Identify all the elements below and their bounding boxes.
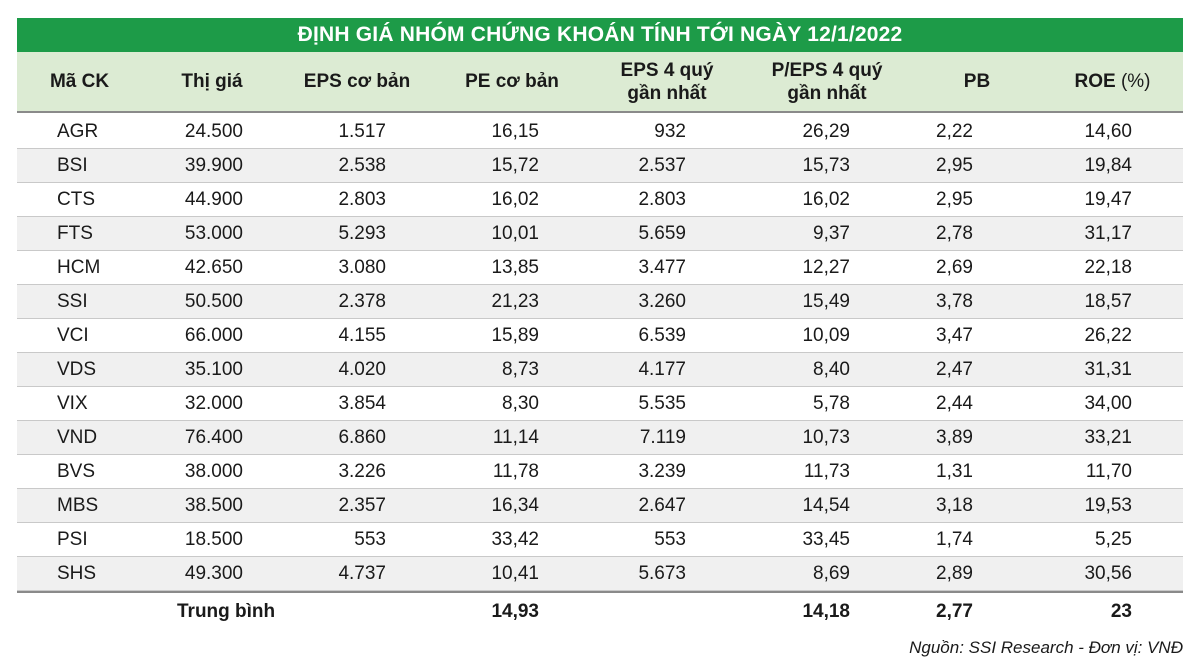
- cell-roe: 18,57: [1084, 291, 1132, 312]
- cell-eps: 5.293: [338, 223, 386, 244]
- cell-eps-4q: 3.239: [638, 461, 686, 482]
- cell-code: FTS: [57, 223, 93, 244]
- cell-roe: 22,18: [1084, 257, 1132, 278]
- header-roe-unit: (%): [1120, 71, 1151, 92]
- cell-price: 38.000: [184, 461, 243, 482]
- table-row: [17, 115, 1183, 149]
- cell-pb: 1,74: [936, 529, 973, 550]
- cell-peps-4q: 16,02: [802, 189, 850, 210]
- cell-pe: 8,73: [502, 359, 539, 380]
- cell-eps-4q: 3.477: [638, 257, 686, 278]
- cell-code: AGR: [57, 121, 99, 142]
- cell-code: BVS: [57, 461, 96, 482]
- cell-eps: 2.803: [338, 189, 386, 210]
- header-eps-4q: EPS 4 quý gần nhất: [620, 59, 714, 104]
- table-row: [17, 523, 1183, 557]
- header-eps: EPS cơ bản: [303, 71, 411, 92]
- cell-code: PSI: [57, 529, 88, 550]
- table-row: [17, 557, 1183, 591]
- cell-peps-4q: 15,49: [802, 291, 850, 312]
- cell-code: VDS: [57, 359, 97, 380]
- cell-price: 24.500: [184, 121, 243, 142]
- cell-pe: 10,01: [491, 223, 539, 244]
- cell-price: 66.000: [184, 325, 243, 346]
- header-roe-label: ROE: [1074, 71, 1116, 92]
- cell-pb: 2,89: [936, 563, 973, 584]
- header-code: Mã CK: [49, 71, 110, 92]
- cell-pe: 11,14: [492, 427, 539, 448]
- cell-price: 53.000: [184, 223, 243, 244]
- cell-eps-4q: 2.803: [638, 189, 686, 210]
- cell-roe: 19,53: [1084, 495, 1132, 516]
- cell-pb: 2,95: [936, 189, 973, 210]
- cell-pb: 3,89: [936, 427, 973, 448]
- table-header: [17, 52, 1183, 113]
- header-pb: PB: [963, 71, 991, 92]
- cell-eps-4q: 5.535: [638, 393, 686, 414]
- cell-code: BSI: [57, 155, 88, 176]
- cell-eps: 4.155: [338, 325, 386, 346]
- header-roe: [1042, 52, 1183, 111]
- cell-pe: 8,30: [502, 393, 539, 414]
- header-peps-4q: P/EPS 4 quý gần nhất: [771, 59, 883, 104]
- average-peps-4q: 14,18: [802, 601, 850, 622]
- cell-peps-4q: 8,40: [813, 359, 850, 380]
- table-row: [17, 149, 1183, 183]
- cell-pb: 2,22: [936, 121, 973, 142]
- cell-roe: 26,22: [1084, 325, 1132, 346]
- cell-code: SHS: [57, 563, 97, 584]
- cell-price: 49.300: [184, 563, 243, 584]
- cell-eps: 4.737: [338, 563, 386, 584]
- average-roe: 23: [1110, 601, 1132, 622]
- cell-peps-4q: 9,37: [813, 223, 850, 244]
- table-row: [17, 217, 1183, 251]
- cell-price: 44.900: [184, 189, 243, 210]
- cell-pe: 16,15: [491, 121, 539, 142]
- cell-pb: 3,18: [936, 495, 973, 516]
- cell-pb: 1,31: [936, 461, 973, 482]
- table-row: [17, 285, 1183, 319]
- cell-eps: 2.378: [338, 291, 386, 312]
- cell-price: 38.500: [184, 495, 243, 516]
- cell-eps-4q: 2.537: [638, 155, 686, 176]
- cell-roe: 11,70: [1085, 461, 1132, 482]
- cell-eps: 2.357: [338, 495, 386, 516]
- table-row: [17, 489, 1183, 523]
- cell-peps-4q: 10,73: [802, 427, 850, 448]
- table-row: [17, 353, 1183, 387]
- cell-eps: 2.538: [338, 155, 386, 176]
- table-row: [17, 421, 1183, 455]
- cell-eps-4q: 2.647: [638, 495, 686, 516]
- cell-code: CTS: [57, 189, 95, 210]
- average-pe: 14,93: [491, 601, 539, 622]
- table-row: [17, 387, 1183, 421]
- cell-price: 35.100: [184, 359, 243, 380]
- cell-pe: 16,02: [491, 189, 539, 210]
- cell-pe: 16,34: [491, 495, 539, 516]
- cell-roe: 14,60: [1084, 121, 1132, 142]
- cell-pe: 33,42: [491, 529, 539, 550]
- cell-eps: 3.080: [338, 257, 386, 278]
- cell-peps-4q: 8,69: [813, 563, 850, 584]
- cell-pe: 13,85: [491, 257, 539, 278]
- cell-peps-4q: 5,78: [813, 393, 850, 414]
- average-pb: 2,77: [936, 601, 973, 622]
- cell-roe: 33,21: [1084, 427, 1132, 448]
- cell-eps-4q: 5.659: [638, 223, 686, 244]
- cell-pe: 11,78: [492, 461, 539, 482]
- cell-price: 18.500: [184, 529, 243, 550]
- cell-pb: 2,47: [936, 359, 973, 380]
- cell-peps-4q: 14,54: [802, 495, 850, 516]
- cell-eps: 4.020: [338, 359, 386, 380]
- table-title: ĐỊNH GIÁ NHÓM CHỨNG KHOÁN TÍNH TỚI NGÀY 12/1/2022: [17, 18, 1183, 52]
- cell-eps-4q: 7.119: [639, 427, 686, 448]
- cell-price: 32.000: [184, 393, 243, 414]
- table-row: [17, 455, 1183, 489]
- cell-eps: 3.854: [338, 393, 386, 414]
- table-row: [17, 319, 1183, 353]
- cell-roe: 31,17: [1084, 223, 1132, 244]
- cell-roe: 31,31: [1084, 359, 1132, 380]
- cell-peps-4q: 11,73: [803, 461, 850, 482]
- cell-roe: 19,47: [1084, 189, 1132, 210]
- cell-pe: 15,89: [491, 325, 539, 346]
- cell-pe: 10,41: [491, 563, 539, 584]
- header-price: Thị giá: [181, 71, 243, 92]
- cell-pb: 2,95: [936, 155, 973, 176]
- cell-peps-4q: 26,29: [802, 121, 850, 142]
- cell-price: 39.900: [184, 155, 243, 176]
- cell-peps-4q: 33,45: [802, 529, 850, 550]
- cell-eps: 3.226: [338, 461, 386, 482]
- table-row: [17, 251, 1183, 285]
- cell-pb: 2,69: [936, 257, 973, 278]
- cell-pe: 15,72: [491, 155, 539, 176]
- cell-eps-4q: 6.539: [638, 325, 686, 346]
- cell-roe: 5,25: [1095, 529, 1132, 550]
- cell-roe: 30,56: [1084, 563, 1132, 584]
- cell-code: VCI: [57, 325, 89, 346]
- cell-roe: 19,84: [1084, 155, 1132, 176]
- table-body: [17, 115, 1183, 591]
- cell-eps-4q: 5.673: [638, 563, 686, 584]
- cell-code: HCM: [57, 257, 101, 278]
- cell-eps-4q: 553: [654, 529, 686, 550]
- cell-pe: 21,23: [491, 291, 539, 312]
- cell-eps-4q: 4.177: [638, 359, 686, 380]
- cell-code: VND: [57, 427, 98, 448]
- cell-eps: 553: [354, 529, 386, 550]
- cell-code: VIX: [57, 393, 88, 414]
- cell-pb: 3,47: [936, 325, 973, 346]
- cell-peps-4q: 10,09: [802, 325, 850, 346]
- table-row: [17, 183, 1183, 217]
- cell-pb: 3,78: [936, 291, 973, 312]
- cell-roe: 34,00: [1084, 393, 1132, 414]
- cell-code: SSI: [57, 291, 88, 312]
- cell-price: 76.400: [184, 427, 243, 448]
- cell-price: 50.500: [184, 291, 243, 312]
- cell-eps: 1.517: [338, 121, 386, 142]
- cell-price: 42.650: [184, 257, 243, 278]
- cell-pb: 2,44: [936, 393, 973, 414]
- source-note: Nguồn: SSI Research - Đơn vị: VNĐ: [909, 638, 1183, 657]
- cell-code: MBS: [57, 495, 99, 516]
- cell-eps-4q: 932: [654, 121, 686, 142]
- cell-eps: 6.860: [338, 427, 386, 448]
- average-row: [17, 591, 1183, 634]
- header-pe: PE cơ bản: [465, 71, 559, 92]
- cell-peps-4q: 15,73: [802, 155, 850, 176]
- cell-pb: 2,78: [936, 223, 973, 244]
- cell-eps-4q: 3.260: [638, 291, 686, 312]
- average-label: Trung bình: [177, 601, 276, 622]
- cell-peps-4q: 12,27: [802, 257, 850, 278]
